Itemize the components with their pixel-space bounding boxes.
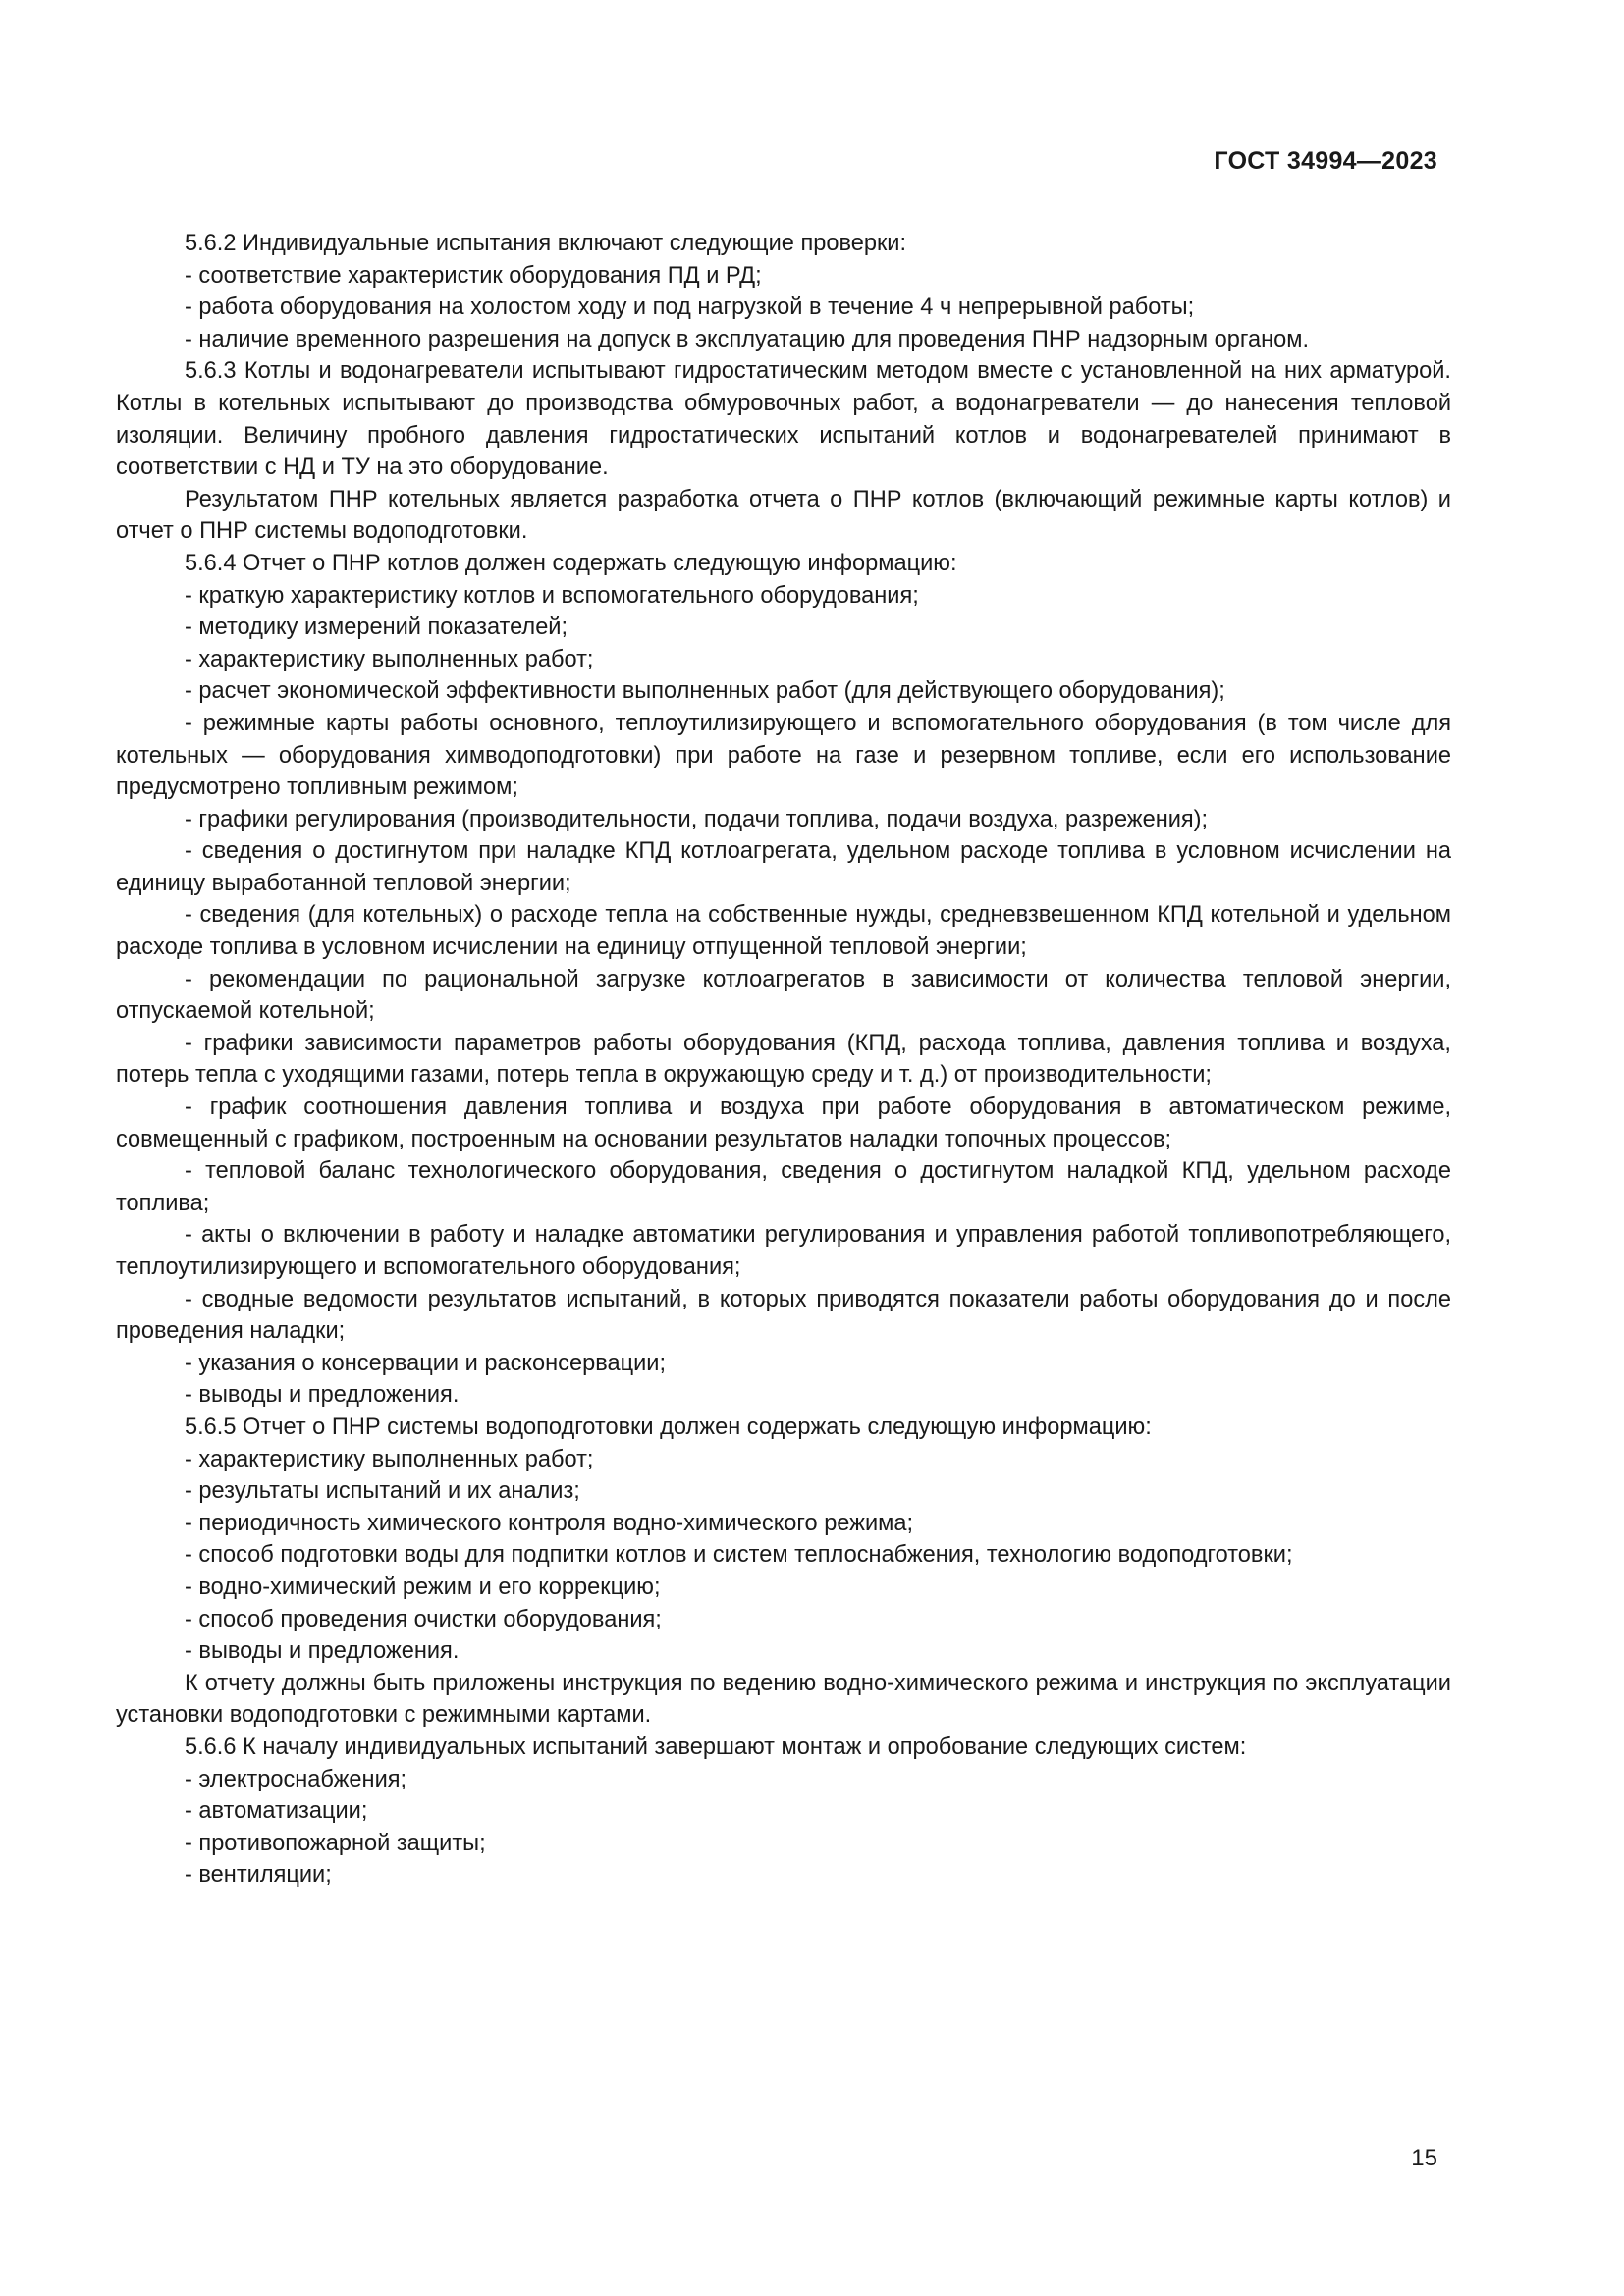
document-body [116, 228, 1451, 1892]
list-item: - результаты испытаний и их анализ; [185, 1478, 580, 1505]
list-item: - электроснабжения; [185, 1766, 407, 1792]
page-number: 15 [1411, 2145, 1437, 2171]
paragraph: 5.6.5 Отчет о ПНР системы водоподготовки должен содержать следующую информацию: [185, 1414, 1152, 1440]
list-item: - тепловой баланс технологического оборудования, сведения о достигнутом наладкой КПД, удельном расходе топлива; [116, 1158, 1451, 1216]
list-item: - расчет экономической эффективности выполненных работ (для действующего оборудования); [185, 678, 1225, 705]
paragraph: 5.6.6 К началу индивидуальных испытаний завершают монтаж и опробование следующих систем: [185, 1734, 1247, 1760]
list-item: - график соотношения давления топлива и воздуха при работе оборудования в автоматическом режиме, совмещенный с графиком, построенным на основании результатов наладки топочных процессов; [116, 1095, 1451, 1152]
list-item: - работа оборудования на холостом ходу и под нагрузкой в течение 4 ч непрерывной работы; [185, 294, 1195, 321]
paragraph: 5.6.3 Котлы и водонагреватели испытывают гидростатическим методом вместе с установленной на них арматурой. Котлы в котельных испытывают до производства обмуровочных работ, а водонагреватели — до нанесения тепловой изоляции. Величину пробного давления гидростатических испытаний котлов и водонагревателей принимают в соответствии с НД и ТУ на это оборудование. [116, 358, 1451, 481]
list-item: - вентиляции; [185, 1862, 332, 1889]
paragraph: 5.6.4 Отчет о ПНР котлов должен содержать следующую информацию: [185, 550, 957, 576]
list-item: - методику измерений показателей; [185, 614, 568, 641]
list-item: - водно-химический режим и его коррекцию; [185, 1574, 661, 1600]
list-item: - указания о консервации и расконсервации; [185, 1350, 667, 1376]
list-item: - рекомендации по рациональной загрузке котлоагрегатов в зависимости от количества тепловой энергии, отпускаемой котельной; [116, 966, 1451, 1025]
paragraph: 5.6.2 Индивидуальные испытания включают следующие проверки: [185, 231, 907, 256]
paragraph: К отчету должны быть приложены инструкция по ведению водно-химического режима и инструкция по эксплуатации установки водоподготовки с режимными картами. [116, 1670, 1451, 1729]
list-item: - характеристику выполненных работ; [185, 1446, 594, 1472]
list-item: - наличие временного разрешения на допуск в эксплуатацию для проведения ПНР надзорным органом. [185, 326, 1310, 352]
paragraph: Результатом ПНР котельных является разработка отчета о ПНР котлов (включающий режимные карты котлов) и отчет о ПНР системы водоподготовки. [116, 486, 1451, 545]
list-item: - периодичность химического контроля водно-химического режима; [185, 1510, 914, 1536]
list-item: - характеристику выполненных работ; [185, 646, 594, 672]
list-item: - режимные карты работы основного, теплоутилизирующего и вспомогательного оборудования (в том числе для котельных — оборудования химводоподготовки) при работе на газе и резервном топливе, если его использование предусмотрено топливным режимом; [116, 710, 1451, 801]
list-item: - графики зависимости параметров работы оборудования (КПД, расхода топлива, давления топлива и воздуха, потерь тепла с уходящими газами, потерь тепла в окружающую среду и т. д.) от производительности; [116, 1030, 1451, 1089]
standard-designation: ГОСТ 34994—2023 [1214, 147, 1437, 175]
list-item: - выводы и предложения. [185, 1382, 460, 1409]
list-item: - способ проведения очистки оборудования; [185, 1606, 662, 1632]
list-item: - противопожарной защиты; [185, 1830, 486, 1856]
list-item: - автоматизации; [185, 1798, 368, 1825]
list-item: - выводы и предложения. [185, 1638, 460, 1665]
list-item: - сведения о достигнутом при наладке КПД котлоагрегата, удельном расходе топлива в условном исчислении на единицу выработанной тепловой энергии; [116, 838, 1451, 896]
list-item: - сводные ведомости результатов испытаний, в которых приводятся показатели работы оборудования до и после проведения наладки; [116, 1286, 1451, 1345]
list-item: - графики регулирования (производительности, подачи топлива, подачи воздуха, разрежения); [185, 806, 1209, 832]
list-item: - способ подготовки воды для подпитки котлов и систем теплоснабжения, технологию водоподготовки; [185, 1542, 1293, 1569]
list-item: - акты о включении в работу и наладке автоматики регулирования и управления работой топливопотребляющего, теплоутилизирующего и вспомогательного оборудования; [116, 1222, 1451, 1280]
list-item: - краткую характеристику котлов и вспомогательного оборудования; [185, 582, 919, 609]
list-item: - сведения (для котельных) о расходе тепла на собственные нужды, средневзвешенном КПД котельной и удельном расходе топлива в условном исчислении на единицу отпущенной тепловой энергии; [116, 902, 1451, 961]
list-item: - соответствие характеристик оборудования ПД и РД; [185, 262, 762, 289]
